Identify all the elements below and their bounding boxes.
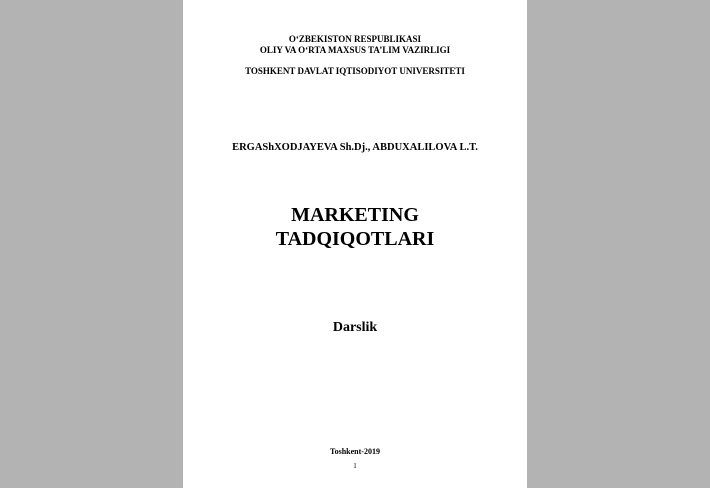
header-republic: O‘ZBEKISTON RESPUBLIKASI [288,34,422,44]
city-year: Toshkent-2019 [330,447,380,456]
page-number: 1 [353,462,357,470]
title-line-2: TADQIQOTLARI [275,228,435,250]
header-ministry: OLIY VA O‘RTA MAXSUS TA’LIM VAZIRLIGI [259,45,451,55]
subtitle: Darslik [332,320,378,335]
header-university: TOSHKENT DAVLAT IQTISODIYOT UNIVERSITETI [245,66,465,76]
authors-line: ERGAShXODJAYEVA Sh.Dj., ABDUXALILOVA L.T. [232,142,478,153]
title-line-1: MARKETING [291,204,419,226]
document-page [183,0,527,488]
